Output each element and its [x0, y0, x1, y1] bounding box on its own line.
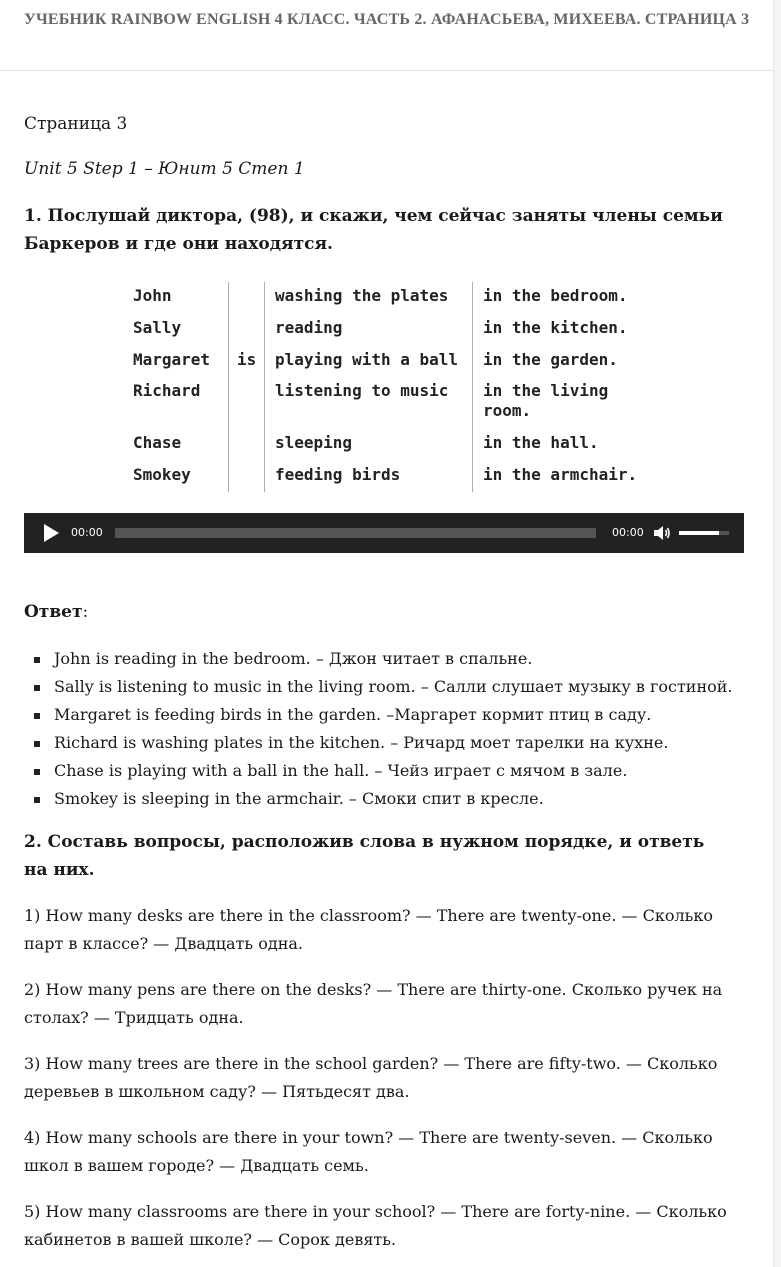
list-item-text: Smokey is sleeping in the armchair. – Смоки спит в кресле. [54, 789, 544, 808]
bullet-icon [34, 769, 40, 775]
bullet-icon [34, 741, 40, 747]
list-item-text: Sally is listening to music in the living room. – Салли слушает музыку в гостиной. [54, 677, 733, 696]
question-answer-5: 5) How many classrooms are there in your school? — There are forty-nine. — Сколько кабинетов в вашей школе? — Сорок девять. [24, 1202, 727, 1249]
table-place-continued: room. [483, 401, 532, 420]
table-verb: is [237, 350, 257, 369]
list-item [24, 673, 754, 701]
table-place: in the garden. [483, 350, 618, 369]
answer-list [24, 645, 754, 813]
task-2-title: 2. Составь вопросы, расположив слова в нужном порядке, и ответь на них. [24, 832, 705, 880]
list-item-text: Margaret is feeding birds in the garden. –Маргарет кормит птиц в саду. [54, 705, 652, 724]
bullet-icon [34, 713, 40, 719]
table-divider [228, 282, 229, 492]
table-divider [264, 282, 265, 492]
list-item-text: Chase is playing with a ball in the hall. – Чейз играет с мячом в зале. [54, 761, 628, 780]
table-name: John [133, 286, 172, 305]
answer-colon: : [82, 602, 89, 622]
progress-bar[interactable] [115, 528, 596, 538]
total-time: 00:00 [612, 526, 644, 539]
question-answer-2: 2) How many pens are there on the desks? — There are thirty-one. Сколько ручек на столах? — Тридцать одна. [24, 980, 723, 1027]
volume-icon [652, 523, 672, 543]
bullet-icon [34, 797, 40, 803]
table-place: in the armchair. [483, 465, 638, 484]
table-place: in the kitchen. [483, 318, 628, 337]
mute-button[interactable] [652, 523, 672, 543]
list-item [24, 645, 754, 673]
list-item [24, 785, 754, 813]
page-title: УЧЕБНИК RAINBOW ENGLISH 4 КЛАСС. ЧАСТЬ 2. АФАНАСЬЕВА, МИХЕЕВА. СТРАНИЦА 3 [24, 11, 750, 28]
play-button[interactable] [40, 522, 62, 544]
question-answer-1: 1) How many desks are there in the classroom? — There are twenty-one. — Сколько парт в классе? — Двадцать одна. [24, 906, 713, 953]
table-action: sleeping [275, 433, 353, 452]
table-place: in the hall. [483, 433, 599, 452]
volume-slider[interactable] [679, 531, 729, 535]
answer-heading [24, 600, 88, 624]
table-name: Chase [133, 433, 182, 452]
task-1-title: 1. Послушай диктора, (98), и скажи, чем сейчас заняты члены семьи Баркеров и где они находятся. [24, 206, 723, 254]
table-action: washing the plates [275, 286, 449, 305]
page-label: Страница 3 [24, 114, 128, 134]
table-name: Margaret [133, 350, 211, 369]
answer-label: Ответ [24, 602, 83, 622]
current-time: 00:00 [71, 526, 103, 539]
table-place: in the living [483, 381, 609, 400]
table-action: reading [275, 318, 343, 337]
table-action: playing with a ball [275, 350, 459, 369]
table-name: Smokey [133, 465, 191, 484]
list-item [24, 729, 754, 757]
page-header [0, 0, 773, 71]
question-answer-4: 4) How many schools are there in your town? — There are twenty-seven. — Сколько школ в вашем городе? — Двадцать семь. [24, 1128, 713, 1175]
table-name: Sally [133, 318, 182, 337]
textbook-table [108, 282, 638, 492]
scrollbar[interactable] [773, 0, 781, 1267]
play-icon [40, 522, 62, 544]
volume-level [679, 531, 719, 535]
list-item-text: John is reading in the bedroom. – Джон читает в спальне. [54, 649, 533, 668]
audio-player [24, 513, 744, 553]
table-name: Richard [133, 381, 201, 400]
bullet-icon [34, 685, 40, 691]
unit-subtitle: Unit 5 Step 1 – Юнит 5 Степ 1 [24, 159, 305, 179]
bullet-icon [34, 657, 40, 663]
table-divider [472, 282, 473, 492]
table-place: in the bedroom. [483, 286, 628, 305]
list-item-text: Richard is washing plates in the kitchen. – Ричард моет тарелки на кухне. [54, 733, 669, 752]
table-action: listening to music [275, 381, 449, 400]
question-answer-3: 3) How many trees are there in the school garden? — There are fifty-two. — Сколько деревьев в школьном саду? — Пятьдесят два. [24, 1054, 718, 1101]
list-item [24, 757, 754, 785]
table-action: feeding birds [275, 465, 401, 484]
list-item [24, 701, 754, 729]
